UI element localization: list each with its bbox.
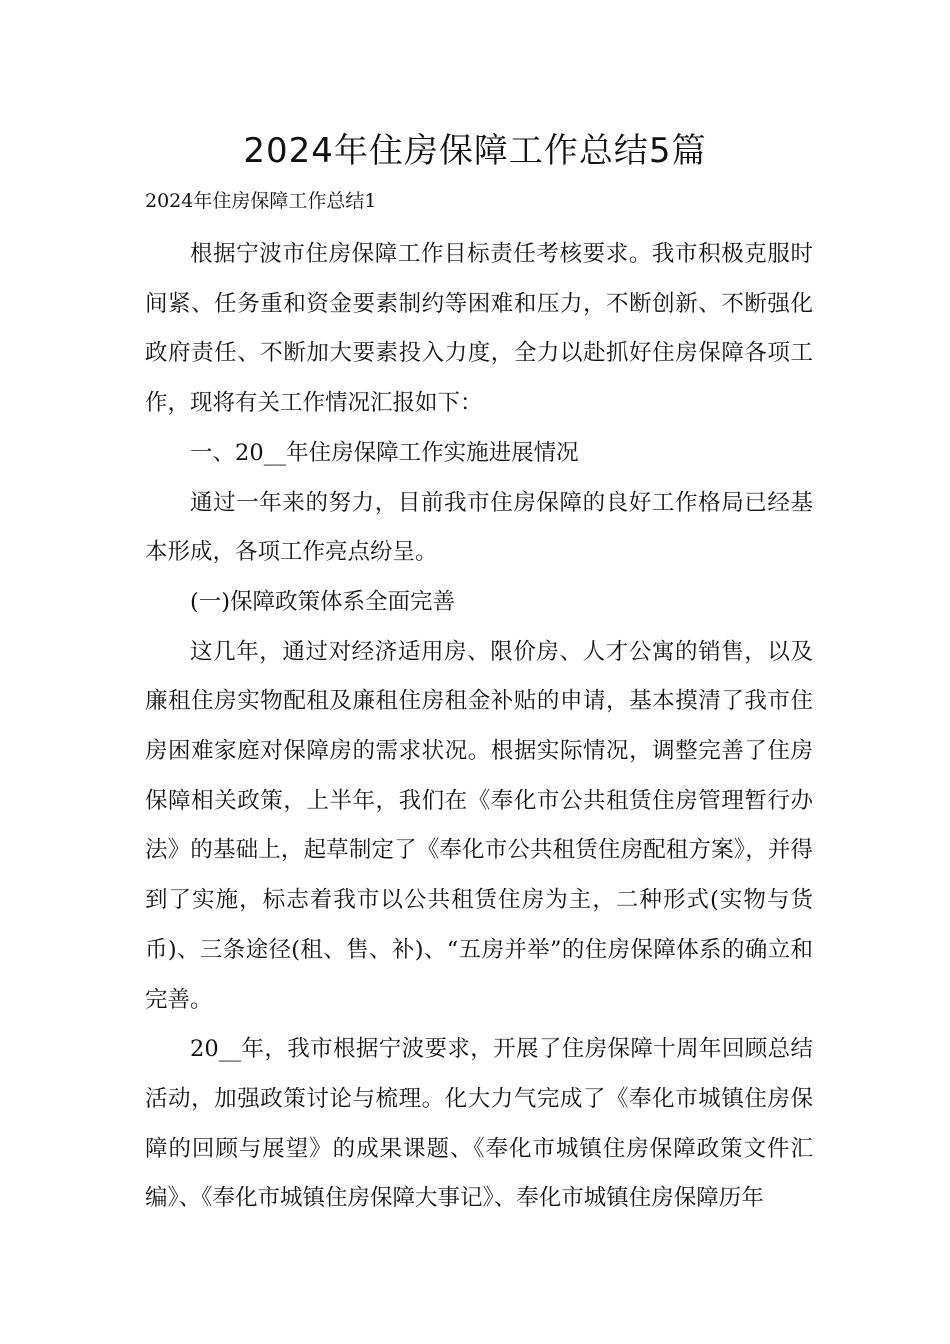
paragraph: 20__年，我市根据宁波要求，开展了住房保障十周年回顾总结活动，加强政策讨论与梳理。化大力气完成了《奉化市城镇住房保障的回顾与展望》的成果课题、《奉化市城镇住房保障政策文件汇编》、《奉化市城镇住房保障大事记》、奉化市城镇住房保障历年 (145, 1036, 813, 1212)
paragraph: 一、20__年住房保障工作实施进展情况 (190, 439, 579, 466)
paragraph: (一)保障政策体系全面完善 (190, 588, 456, 615)
document-body (145, 230, 813, 1224)
paragraph: 根据宁波市住房保障工作目标责任考核要求。我市积极克服时间紧、任务重和资金要素制约等困难和压力，不断创新、不断强化政府责任、不断加大要素投入力度，全力以赴抓好住房保障各项工作，现将有关工作情况汇报如下： (145, 241, 813, 417)
document-title: 2024年住房保障工作总结5篇 (243, 131, 707, 171)
paragraph: 这几年，通过对经济适用房、限价房、人才公寓的销售，以及廉租住房实物配租及廉租住房租金补贴的申请，基本摸清了我市住房困难家庭对保障房的需求状况。根据实际情况，调整完善了住房保障相关政策，上半年，我们在《奉化市公共租赁住房管理暂行办法》的基础上，起草制定了《奉化市公共租赁住房配租方案》，并得到了实施，标志着我市以公共租赁住房为主，二种形式(实物与货币)、三条途径(租、售、补)、“五房并举”的住房保障体系的确立和完善。 (145, 638, 813, 1013)
document-subtitle: 2024年住房保障工作总结1 (145, 190, 377, 212)
paragraph: 通过一年来的努力，目前我市住房保障的良好工作格局已经基本形成，各项工作亮点纷呈。 (145, 489, 813, 566)
